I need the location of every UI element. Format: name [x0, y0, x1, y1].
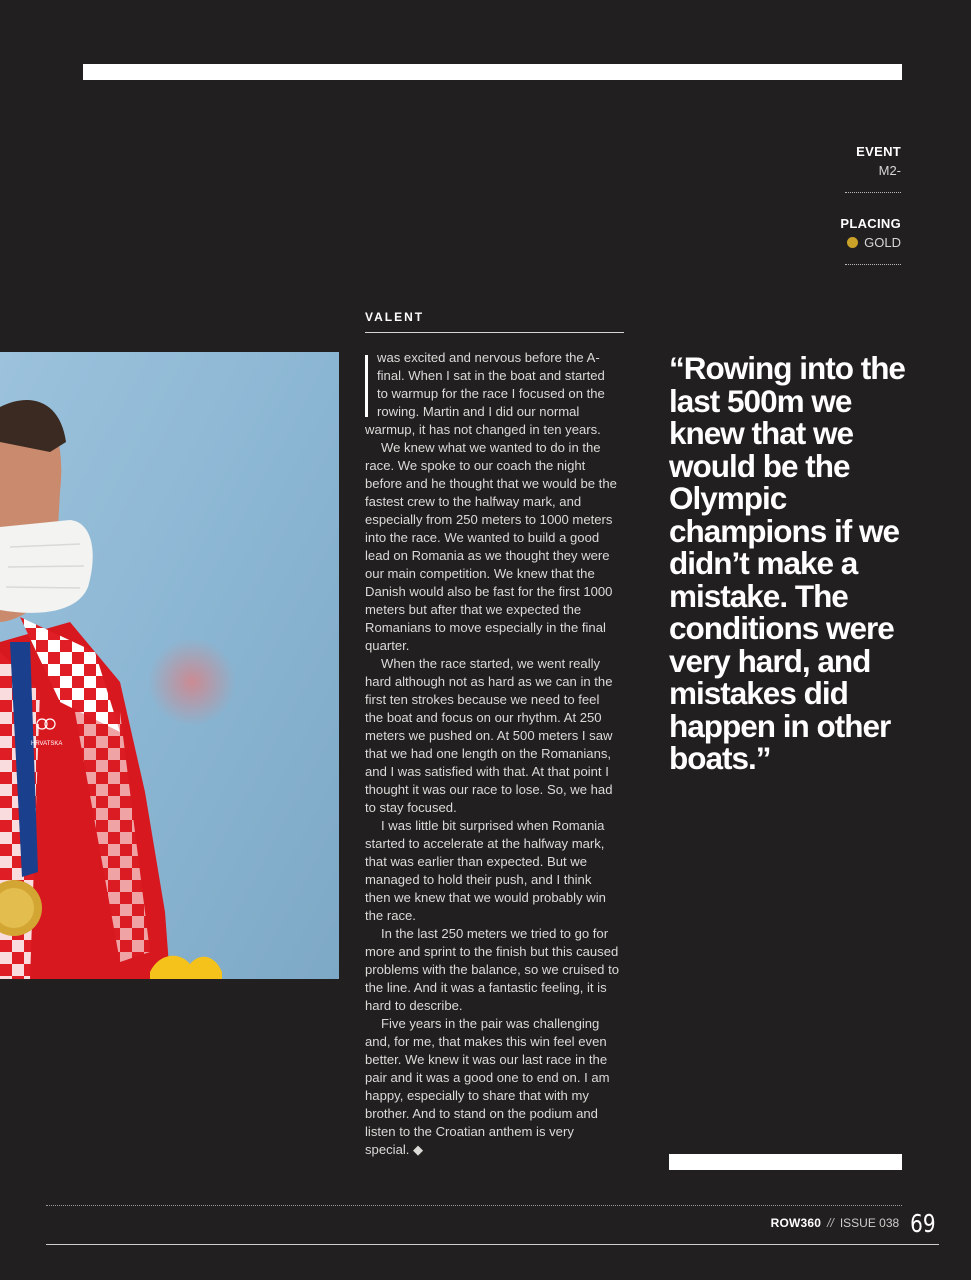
- byline: VALENT: [365, 310, 624, 333]
- placing-value-row: [701, 235, 901, 250]
- pull-quote: “Rowing into the last 500m we knew that we would be the Olympic champions if we didn’t make a mistake. The conditions were very hard, and mistakes did happen in other boats.”: [669, 350, 905, 776]
- drop-cap-i: [365, 355, 368, 417]
- article-paragraph-1: was excited and nervous before the A-final. When I sat in the boat and started to warmup for the race I focused on the rowing. Martin and I did our normal warmup, it has not changed in ten years.: [365, 350, 605, 437]
- event-divider: [845, 192, 901, 193]
- pull-quote-bar: [669, 1154, 902, 1170]
- article-paragraph-5: In the last 250 meters we tried to go for more and sprint to the finish but this caused problems with the balance, so we cruised to the line. And it was a fantastic feeling, it is hard to describe.: [365, 926, 620, 1013]
- footer-brand: ROW360: [770, 1216, 822, 1230]
- gold-medal-dot-icon: [847, 237, 858, 248]
- athlete-photo: [0, 352, 339, 979]
- placing-block: [701, 216, 901, 265]
- placing-label: PLACING: [840, 216, 901, 231]
- top-rule-bar: [83, 64, 902, 80]
- placing-divider: [845, 264, 901, 265]
- article-paragraph-2: We knew what we wanted to do in the race. We spoke to our coach the night before and he thought that we would be the fastest crew to the halfway mark, and especially from 250 meters to 1000 meters into the race. We wanted to build a good lead on Romania as we thought they were our main competition. We knew that the Danish would also be fast for the first 1000 meters but after that we expected the Romanians to move especially in the final quarter.: [365, 440, 617, 653]
- athlete-photo-illustration: [0, 352, 339, 979]
- event-value: M2-: [878, 163, 901, 178]
- footer: [771, 1205, 939, 1241]
- footer-rule: [46, 1244, 939, 1245]
- placing-value: GOLD: [864, 235, 901, 250]
- article-paragraph-3: When the race started, we went really hard although not as hard as we can in the first ten strokes because we need to feel the boat and focus on our rhythm. At 250 meters we pushed on. At 500 meters I saw that we had one length on the Romanians, and I was satisfied with that. At that point I thought it was our race to lose. So, we had to stay focused.: [365, 656, 613, 815]
- footer-separator: //: [827, 1216, 834, 1230]
- event-block: [701, 144, 901, 193]
- jacket-flag-text: HRVATSKA: [31, 741, 63, 747]
- article-paragraph-6: Five years in the pair was challenging and, for me, that makes this win feel even better. We knew it was our last race in the pair and it was a good one to end on. I am happy, especially to share that with my brother. And to stand on the podium and listen to the Croatian anthem is very special. ◆: [365, 1016, 610, 1157]
- page-number: 69: [910, 1208, 936, 1238]
- footer-issue: ISSUE 038: [839, 1216, 900, 1230]
- article-paragraph-4: I was little bit surprised when Romania started to accelerate at the halfway mark, that was earlier than expected. But we managed to hold their push, and I think then we knew that we would probably win the race.: [365, 818, 606, 923]
- article-body: [365, 349, 619, 1159]
- event-label: EVENT: [856, 144, 901, 159]
